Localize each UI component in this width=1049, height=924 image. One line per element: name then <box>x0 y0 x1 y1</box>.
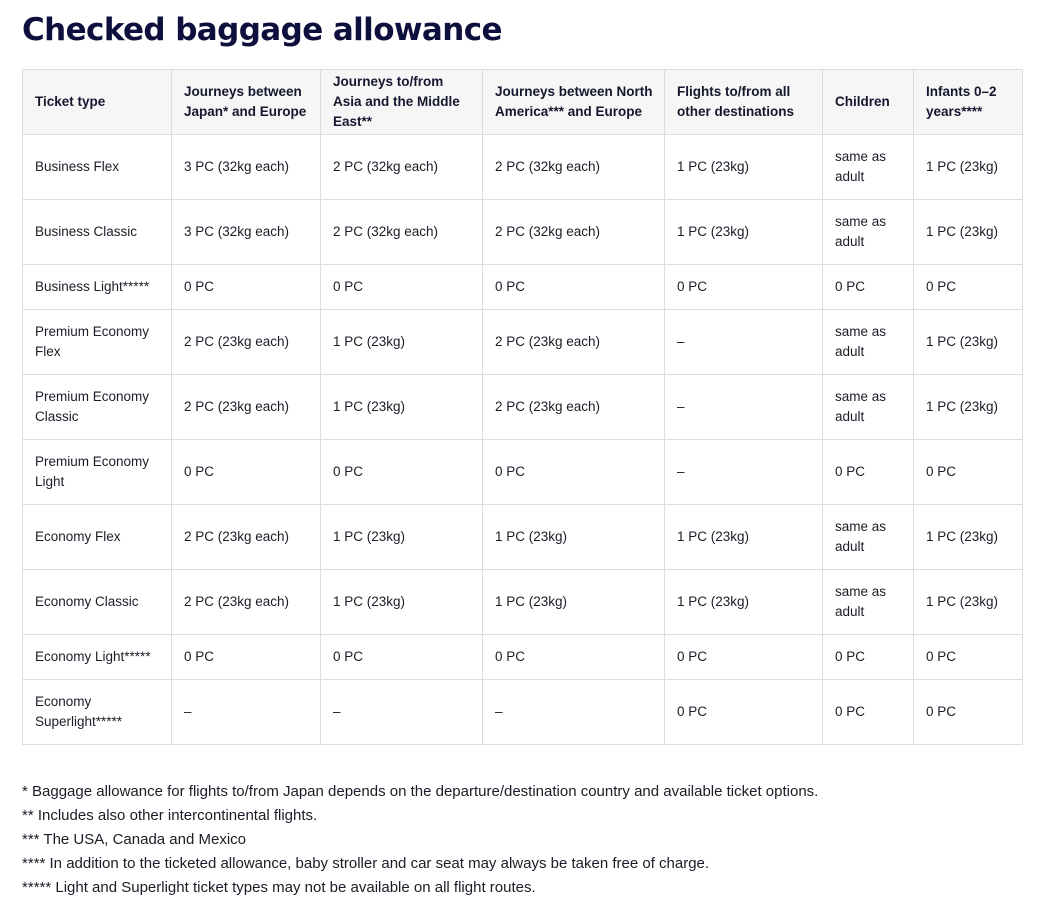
cell-north-america-europe: 0 PC <box>483 265 665 310</box>
table-row <box>23 440 1023 505</box>
page-title: Checked baggage allowance <box>22 12 502 48</box>
cell-infants: 1 PC (23kg) <box>914 310 1023 375</box>
footnote-infant-equipment: **** In addition to the ticketed allowance, baby stroller and car seat may always be taken free of charge. <box>22 855 710 872</box>
cell-infants: 0 PC <box>914 635 1023 680</box>
baggage-table-container <box>22 69 1022 745</box>
cell-other-destinations: 1 PC (23kg) <box>665 505 823 570</box>
cell-asia-middle-east: 1 PC (23kg) <box>321 310 483 375</box>
cell-infants: 1 PC (23kg) <box>914 200 1023 265</box>
cell-japan-europe: 3 PC (32kg each) <box>172 200 321 265</box>
footnote-japan: * Baggage allowance for flights to/from Japan depends on the departure/destination country and available ticket options. <box>22 783 819 800</box>
header-north-america-europe: Journeys between North America*** and Europe <box>483 70 665 135</box>
cell-japan-europe: 0 PC <box>172 635 321 680</box>
cell-asia-middle-east: 1 PC (23kg) <box>321 375 483 440</box>
cell-north-america-europe: 0 PC <box>483 635 665 680</box>
cell-north-america-europe: 0 PC <box>483 440 665 505</box>
cell-ticket-type: Business Light***** <box>23 265 172 310</box>
cell-japan-europe: – <box>172 680 321 745</box>
cell-japan-europe: 2 PC (23kg each) <box>172 505 321 570</box>
table-row <box>23 680 1023 745</box>
cell-japan-europe: 2 PC (23kg each) <box>172 570 321 635</box>
cell-children: same as adult <box>823 200 914 265</box>
header-infants: Infants 0–2 years**** <box>914 70 1023 135</box>
cell-ticket-type: Business Classic <box>23 200 172 265</box>
table-row <box>23 570 1023 635</box>
table-row <box>23 635 1023 680</box>
table-header-row <box>23 70 1023 135</box>
cell-north-america-europe: 1 PC (23kg) <box>483 505 665 570</box>
cell-japan-europe: 3 PC (32kg each) <box>172 135 321 200</box>
header-other-destinations: Flights to/from all other destinations <box>665 70 823 135</box>
cell-infants: 1 PC (23kg) <box>914 570 1023 635</box>
cell-japan-europe: 2 PC (23kg each) <box>172 375 321 440</box>
cell-asia-middle-east: 0 PC <box>321 440 483 505</box>
cell-children: same as adult <box>823 135 914 200</box>
cell-children: 0 PC <box>823 440 914 505</box>
cell-other-destinations: 1 PC (23kg) <box>665 570 823 635</box>
cell-ticket-type: Economy Classic <box>23 570 172 635</box>
header-children: Children <box>823 70 914 135</box>
cell-children: 0 PC <box>823 680 914 745</box>
table-row <box>23 310 1023 375</box>
cell-other-destinations: 1 PC (23kg) <box>665 135 823 200</box>
cell-children: 0 PC <box>823 265 914 310</box>
cell-ticket-type: Economy Flex <box>23 505 172 570</box>
cell-north-america-europe: 2 PC (32kg each) <box>483 135 665 200</box>
cell-north-america-europe: 1 PC (23kg) <box>483 570 665 635</box>
header-asia-middle-east: Journeys to/from Asia and the Middle East** <box>321 70 483 135</box>
cell-ticket-type: Business Flex <box>23 135 172 200</box>
cell-infants: 1 PC (23kg) <box>914 375 1023 440</box>
cell-infants: 1 PC (23kg) <box>914 135 1023 200</box>
footnote-light-superlight: ***** Light and Superlight ticket types may not be available on all flight routes. <box>22 879 536 896</box>
cell-asia-middle-east: – <box>321 680 483 745</box>
footnote-intercontinental: ** Includes also other intercontinental flights. <box>22 807 318 824</box>
cell-other-destinations: 0 PC <box>665 680 823 745</box>
footnote-north-america: *** The USA, Canada and Mexico <box>22 831 247 848</box>
cell-other-destinations: – <box>665 440 823 505</box>
table-row <box>23 200 1023 265</box>
cell-children: 0 PC <box>823 635 914 680</box>
cell-other-destinations: – <box>665 310 823 375</box>
cell-japan-europe: 0 PC <box>172 440 321 505</box>
cell-other-destinations: 1 PC (23kg) <box>665 200 823 265</box>
cell-japan-europe: 2 PC (23kg each) <box>172 310 321 375</box>
cell-asia-middle-east: 1 PC (23kg) <box>321 505 483 570</box>
cell-north-america-europe: 2 PC (23kg each) <box>483 375 665 440</box>
cell-ticket-type: Premium Economy Light <box>23 440 172 505</box>
cell-children: same as adult <box>823 375 914 440</box>
cell-infants: 0 PC <box>914 680 1023 745</box>
cell-north-america-europe: 2 PC (32kg each) <box>483 200 665 265</box>
cell-children: same as adult <box>823 570 914 635</box>
baggage-allowance-table <box>22 69 1023 745</box>
cell-north-america-europe: – <box>483 680 665 745</box>
table-row <box>23 505 1023 570</box>
cell-infants: 0 PC <box>914 265 1023 310</box>
cell-ticket-type: Economy Superlight***** <box>23 680 172 745</box>
cell-asia-middle-east: 0 PC <box>321 265 483 310</box>
cell-other-destinations: 0 PC <box>665 265 823 310</box>
cell-asia-middle-east: 2 PC (32kg each) <box>321 135 483 200</box>
cell-ticket-type: Premium Economy Flex <box>23 310 172 375</box>
cell-north-america-europe: 2 PC (23kg each) <box>483 310 665 375</box>
cell-other-destinations: 0 PC <box>665 635 823 680</box>
cell-infants: 0 PC <box>914 440 1023 505</box>
table-row <box>23 135 1023 200</box>
cell-ticket-type: Economy Light***** <box>23 635 172 680</box>
header-japan-europe: Journeys between Japan* and Europe <box>172 70 321 135</box>
table-row <box>23 265 1023 310</box>
header-ticket-type: Ticket type <box>23 70 172 135</box>
cell-children: same as adult <box>823 505 914 570</box>
footnotes <box>22 780 1032 900</box>
cell-ticket-type: Premium Economy Classic <box>23 375 172 440</box>
cell-other-destinations: – <box>665 375 823 440</box>
cell-asia-middle-east: 0 PC <box>321 635 483 680</box>
cell-asia-middle-east: 1 PC (23kg) <box>321 570 483 635</box>
cell-children: same as adult <box>823 310 914 375</box>
cell-japan-europe: 0 PC <box>172 265 321 310</box>
cell-infants: 1 PC (23kg) <box>914 505 1023 570</box>
cell-asia-middle-east: 2 PC (32kg each) <box>321 200 483 265</box>
table-row <box>23 375 1023 440</box>
